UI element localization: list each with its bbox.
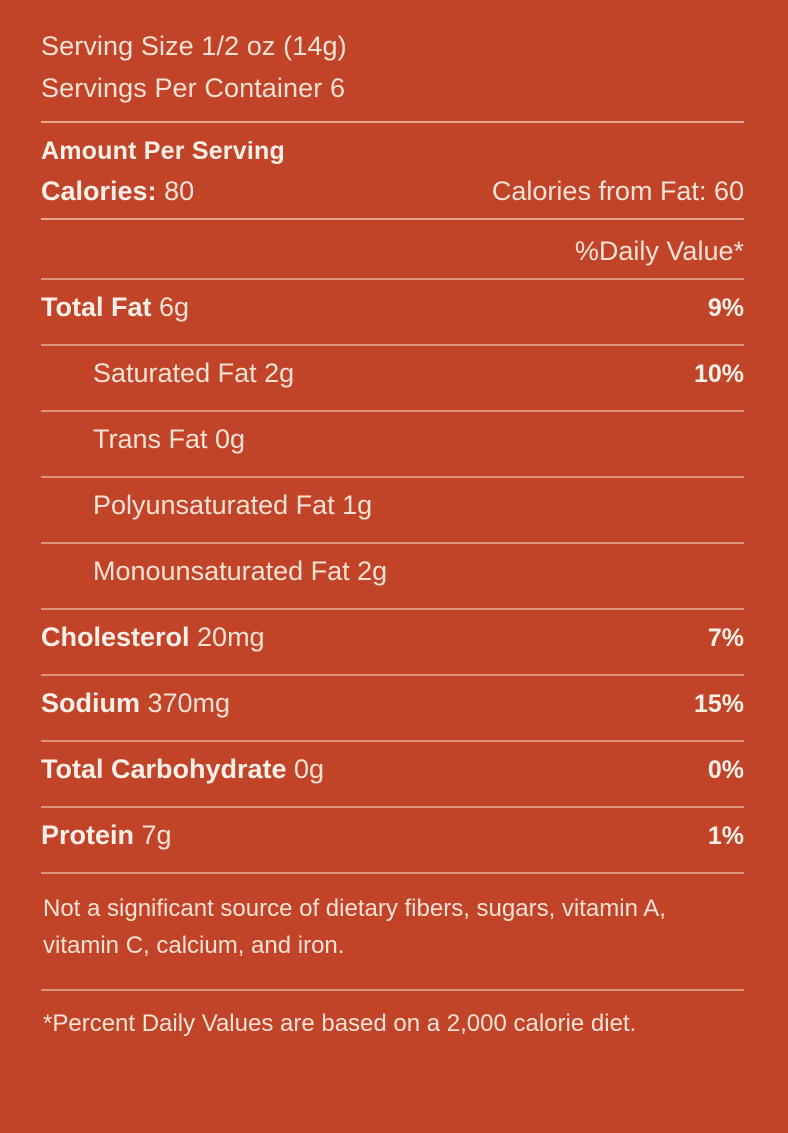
- nutrient-percent: 7%: [707, 623, 744, 652]
- divider: [41, 740, 744, 742]
- table-row: [41, 808, 744, 861]
- table-row: [41, 280, 744, 333]
- nutrient-name: Monounsaturated Fat 2g: [93, 555, 388, 586]
- table-row: [41, 412, 744, 465]
- table-row: [41, 742, 744, 795]
- divider: [41, 542, 744, 544]
- daily-value-footnote: *Percent Daily Values are based on a 2,000 calorie diet.: [43, 1010, 637, 1038]
- nutrient-percent: 1%: [707, 821, 744, 850]
- table-row: [41, 676, 744, 729]
- divider: [41, 344, 744, 346]
- divider: [41, 872, 744, 874]
- insignificant-source-note: Not a significant source of dietary fibers, sugars, vitamin A, vitamin C, calcium, and iron.: [43, 894, 666, 959]
- nutrient-name: Saturated Fat 2g: [93, 357, 295, 388]
- calories-left: [41, 176, 194, 207]
- table-row: [41, 544, 744, 597]
- calories-row: [41, 176, 744, 207]
- nutrient-name: Total Fat 6g: [41, 291, 190, 322]
- table-row: [41, 610, 744, 663]
- nutrient-name: Polyunsaturated Fat 1g: [93, 489, 373, 520]
- divider: [41, 121, 744, 123]
- nutrient-name: Trans Fat 0g: [93, 423, 246, 454]
- nutrient-percent: 10%: [693, 359, 744, 388]
- divider: [41, 410, 744, 412]
- table-row: [41, 346, 744, 399]
- nutrient-percent: 15%: [693, 689, 744, 718]
- servings-per-container-line: Servings Per Container 6: [41, 72, 346, 103]
- nutrient-name: Total Carbohydrate 0g: [41, 753, 325, 784]
- nutrient-name: Cholesterol 20mg: [41, 621, 265, 652]
- divider: [41, 806, 744, 808]
- nutrient-name: Sodium 370mg: [41, 687, 231, 718]
- divider: [41, 476, 744, 478]
- divider: [41, 989, 744, 991]
- nutrient-percent: 0%: [707, 755, 744, 784]
- daily-value-header: %Daily Value*: [574, 235, 744, 266]
- nutrient-percent: 9%: [707, 293, 744, 322]
- divider: [41, 218, 744, 220]
- calories-from-fat: Calories from Fat: 60: [491, 175, 744, 206]
- divider: [41, 608, 744, 610]
- divider: [41, 674, 744, 676]
- calories-value: 80: [164, 175, 195, 206]
- divider: [41, 278, 744, 280]
- calories-label: Calories:: [41, 175, 157, 206]
- amount-per-serving-heading: Amount Per Serving: [41, 136, 285, 165]
- nutrient-name: Protein 7g: [41, 819, 172, 850]
- serving-size-line: Serving Size 1/2 oz (14g): [41, 31, 347, 61]
- table-row: [41, 478, 744, 531]
